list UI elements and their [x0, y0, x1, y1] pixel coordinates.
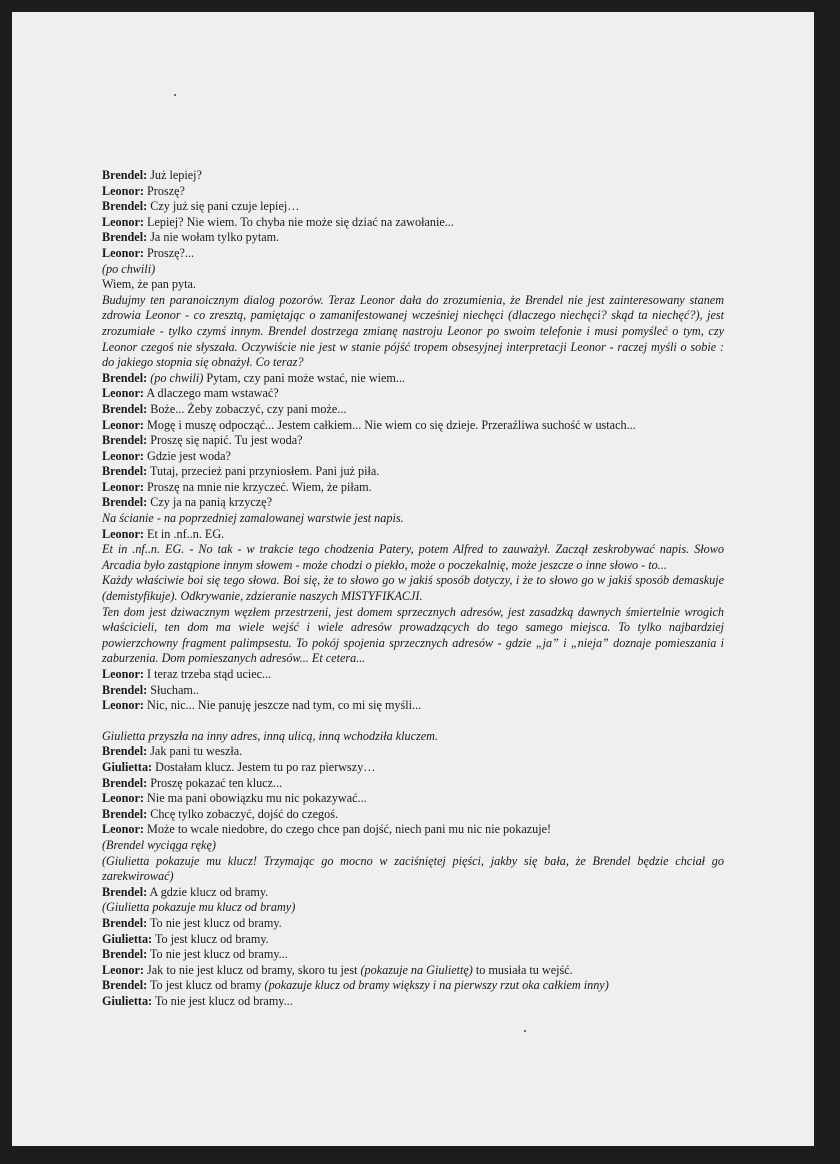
dialogue-line [102, 667, 724, 683]
spoken-text: Wiem, że pan pyta. [102, 277, 196, 292]
stage-direction-paragraph: Budujmy ten paranoicznym dialog pozorów. Teraz Leonor dała do zrozumienia, że Brendel nie jest zainteresowany stanem zdrowia Leonor - co zresztą, pamiętając o zamanifestowanej wcześniej niechęci (dlaczego niechęci? skąd ta niechęć?), jest zrozumiałe - tylko czymś innym. Brendel dostrzega zmianę nastroju Leonor po swoim telefonie i musi pomyśleć o tym, czy Leonor czegoś nie słyszała. Oczywiście nie jest w stanie pójść tropem obsesyjnej interpretacji Leonor - raczej myśli o sobie : do jakiego stopnia się obnażył. Co teraz? [102, 292, 724, 370]
spoken-text: Et in .nf..n. EG. [147, 526, 225, 541]
stage-direction-paragraph: Każdy właściwie boi się tego słowa. Boi się, że to słowo go w jakiś sposób dotyczy, i że to słowo go w jakiś sposób demaskuje (demistyfikuje). Odkrywanie, zdzieranie naszych MISTYFIKACJI. [102, 573, 724, 604]
spoken-text: Może to wcale niedobre, do czego chce pan dojść, niech pani mu nic nie pokazuje! [147, 822, 552, 837]
speaker-name: Leonor: [102, 183, 144, 198]
speaker-name: Leonor: [102, 214, 144, 229]
dialogue-line [102, 168, 724, 184]
stage-direction [102, 511, 724, 527]
spoken-text: Jak pani tu weszła. [150, 744, 243, 759]
dialogue-line [102, 215, 724, 231]
spoken-text: To jest klucz od bramy. [154, 931, 269, 946]
stage-direction [102, 838, 724, 854]
spoken-text: Czy już się pani czuje lepiej… [150, 199, 300, 214]
speaker-name: Leonor: [102, 526, 144, 541]
dialogue-line [102, 744, 724, 760]
script-text [102, 168, 724, 1009]
dialogue-line [102, 527, 724, 543]
spoken-text: Chcę tylko zobaczyć, dojść do czegoś. [150, 806, 339, 821]
spoken-text: To jest klucz od bramy [149, 978, 262, 993]
speaker-name: Brendel: [102, 401, 148, 416]
blank-line [102, 714, 724, 729]
spoken-text: Czy ja na panią krzyczę? [150, 495, 272, 510]
stage-direction-text: Giulietta przyszła na inny adres, inną ulicą, inną wchodziła kluczem. [102, 728, 439, 743]
stage-direction-text: (pokazuje na Giuliettę) [360, 962, 473, 977]
stage-direction-text: Na ścianie - na poprzedniej zamalowanej warstwie jest napis. [102, 511, 404, 526]
speaker-name: Brendel: [102, 744, 148, 759]
spoken-text: Ja nie wołam tylko pytam. [150, 230, 280, 245]
spoken-text: Proszę na mnie nie krzyczeć. Wiem, że piłam. [147, 479, 372, 494]
dialogue-line [102, 822, 724, 838]
speaker-name: Brendel: [102, 947, 148, 962]
speaker-name: Leonor: [102, 962, 144, 977]
stage-direction-text: (Brendel wyciąga rękę) [102, 837, 216, 852]
speaker-name: Giulietta: [102, 993, 153, 1008]
dialogue-line [102, 433, 724, 449]
spoken-text: Mogę i muszę odpocząć... Jestem całkiem... Nie wiem co się dzieje. Przeraźliwa suchość w ustach... [147, 417, 636, 432]
stage-direction [102, 729, 724, 745]
speaker-name: Leonor: [102, 448, 144, 463]
speaker-name: Giulietta: [102, 759, 153, 774]
speck [174, 94, 176, 96]
dialogue-line [102, 916, 724, 932]
speaker-name: Brendel: [102, 495, 148, 510]
stage-direction-text: (pokazuje klucz od bramy większy i na pierwszy rzut oka całkiem inny) [264, 978, 609, 993]
dialogue-line [102, 947, 724, 963]
speaker-name: Leonor: [102, 417, 144, 432]
dialogue-line [102, 184, 724, 200]
spoken-text: Jak to nie jest klucz od bramy, skoro tu jest [147, 962, 358, 977]
spoken-text: Słucham.. [150, 682, 199, 697]
dialogue-line [102, 932, 724, 948]
dialogue-line [102, 246, 724, 262]
spoken-text: Boże... Żeby zobaczyć, czy pani może... [150, 401, 347, 416]
speaker-name: Brendel: [102, 433, 148, 448]
speaker-name: Brendel: [102, 775, 148, 790]
dialogue-line [102, 402, 724, 418]
spoken-text: Proszę? [147, 183, 185, 198]
stage-direction-paragraph: Et in .nf..n. EG. - No tak - w trakcie tego chodzenia Patery, potem Alfred to zauważył. Zaczął zeskrobywać napis. Słowo Arcadia było zastąpione innym słowem - może chodzi o piekło, może o poczekalnię, może jeszcze o inne słowo - to... [102, 542, 724, 572]
spoken-text: Proszę?... [147, 245, 195, 260]
dialogue-line [102, 480, 724, 496]
spoken-text: Gdzie jest woda? [147, 448, 231, 463]
spoken-text: to musiała tu wejść. [475, 962, 573, 977]
speck [524, 1030, 526, 1032]
spoken-text: Nic, nic... Nie panuję jeszcze nad tym, co mi się myśli... [147, 698, 422, 713]
dialogue-line [102, 230, 724, 246]
speaker-name: Leonor: [102, 791, 144, 806]
dialogue-line [102, 885, 724, 901]
stage-direction [102, 900, 724, 916]
dialogue-line [102, 683, 724, 699]
speaker-name: Brendel: [102, 199, 148, 214]
speaker-name: Brendel: [102, 682, 148, 697]
dialogue-line [102, 978, 724, 994]
stage-direction-paragraph: Ten dom jest dziwacznym węzłem przestrzeni, jest domem sprzecznych adresów, jest zasadzką dawnych śmiertelnie wrogich właścicieli, ten dom ma wiele wejść i wiele adresów prowadzących do tego samego miejsca. To tylko najbardziej powierzchowny fragment palimpsestu. To pokój spojenia sprzecznych adresów - gdzie „ja” i „nieja” doznaje pomieszania i zaburzenia. Dom pomieszanych adresów... Et cetera... [102, 604, 724, 666]
dialogue-line [102, 418, 724, 434]
stage-direction-paragraph: (Giulietta pokazuje mu klucz! Trzymając go mocno w zaciśniętej pięści, jakby się bała, że Brendel będzie chciał go zarekwirować) [102, 853, 724, 884]
speaker-name: Brendel: [102, 230, 148, 245]
spoken-text: Proszę się napić. Tu jest woda? [150, 433, 303, 448]
speaker-name: Brendel: [102, 168, 148, 182]
speaker-name: Leonor: [102, 698, 144, 713]
speaker-name: Brendel: [102, 370, 148, 385]
speaker-name: Leonor: [102, 667, 144, 681]
stage-direction-text: (Giulietta pokazuje mu klucz od bramy) [102, 900, 296, 915]
spoken-text: I teraz trzeba stąd uciec... [147, 667, 272, 681]
spoken-text: To nie jest klucz od bramy... [149, 947, 288, 962]
speaker-name: Leonor: [102, 245, 144, 260]
dialogue-line [102, 963, 724, 979]
dialogue-line [102, 495, 724, 511]
spoken-text: Tutaj, przecież pani przyniosłem. Pani już piła. [149, 464, 380, 479]
dialogue-line [102, 449, 724, 465]
spoken-text: Proszę pokazać ten klucz... [150, 775, 283, 790]
dialogue-line [102, 464, 724, 480]
stage-direction [102, 262, 724, 278]
speaker-name: Brendel: [102, 806, 148, 821]
spoken-text: Lepiej? Nie wiem. To chyba nie może się dziać na zawołanie... [147, 214, 454, 229]
dialogue-line [102, 371, 724, 387]
speaker-name: Leonor: [102, 822, 144, 837]
stage-direction-text: (po chwili) [102, 261, 156, 276]
spoken-text: A dlaczego mam wstawać? [146, 386, 279, 401]
speaker-name: Brendel: [102, 978, 148, 993]
spoken-text: Pytam, czy pani może wstać, nie wiem... [206, 370, 406, 385]
spoken-text: Już lepiej? [150, 168, 202, 182]
dialogue-line [102, 698, 724, 714]
stage-direction-text: (po chwili) [150, 370, 204, 385]
speaker-name: Leonor: [102, 479, 144, 494]
stage-direction [102, 277, 724, 293]
spoken-text: To nie jest klucz od bramy. [149, 915, 282, 930]
speaker-name: Brendel: [102, 884, 148, 899]
speaker-name: Brendel: [102, 464, 148, 479]
dialogue-line [102, 791, 724, 807]
spoken-text: Dostałam klucz. Jestem tu po raz pierwszy… [155, 759, 376, 774]
spoken-text: To nie jest klucz od bramy... [154, 993, 293, 1008]
dialogue-line [102, 994, 724, 1010]
spoken-text: Nie ma pani obowiązku mu nic pokazywać... [147, 791, 367, 806]
dialogue-line [102, 807, 724, 823]
spoken-text: A gdzie klucz od bramy. [149, 884, 269, 899]
speaker-name: Brendel: [102, 915, 148, 930]
dialogue-line [102, 199, 724, 215]
speaker-name: Giulietta: [102, 931, 153, 946]
dialogue-line [102, 386, 724, 402]
speaker-name: Leonor: [102, 386, 144, 401]
dialogue-line [102, 776, 724, 792]
dialogue-line [102, 760, 724, 776]
